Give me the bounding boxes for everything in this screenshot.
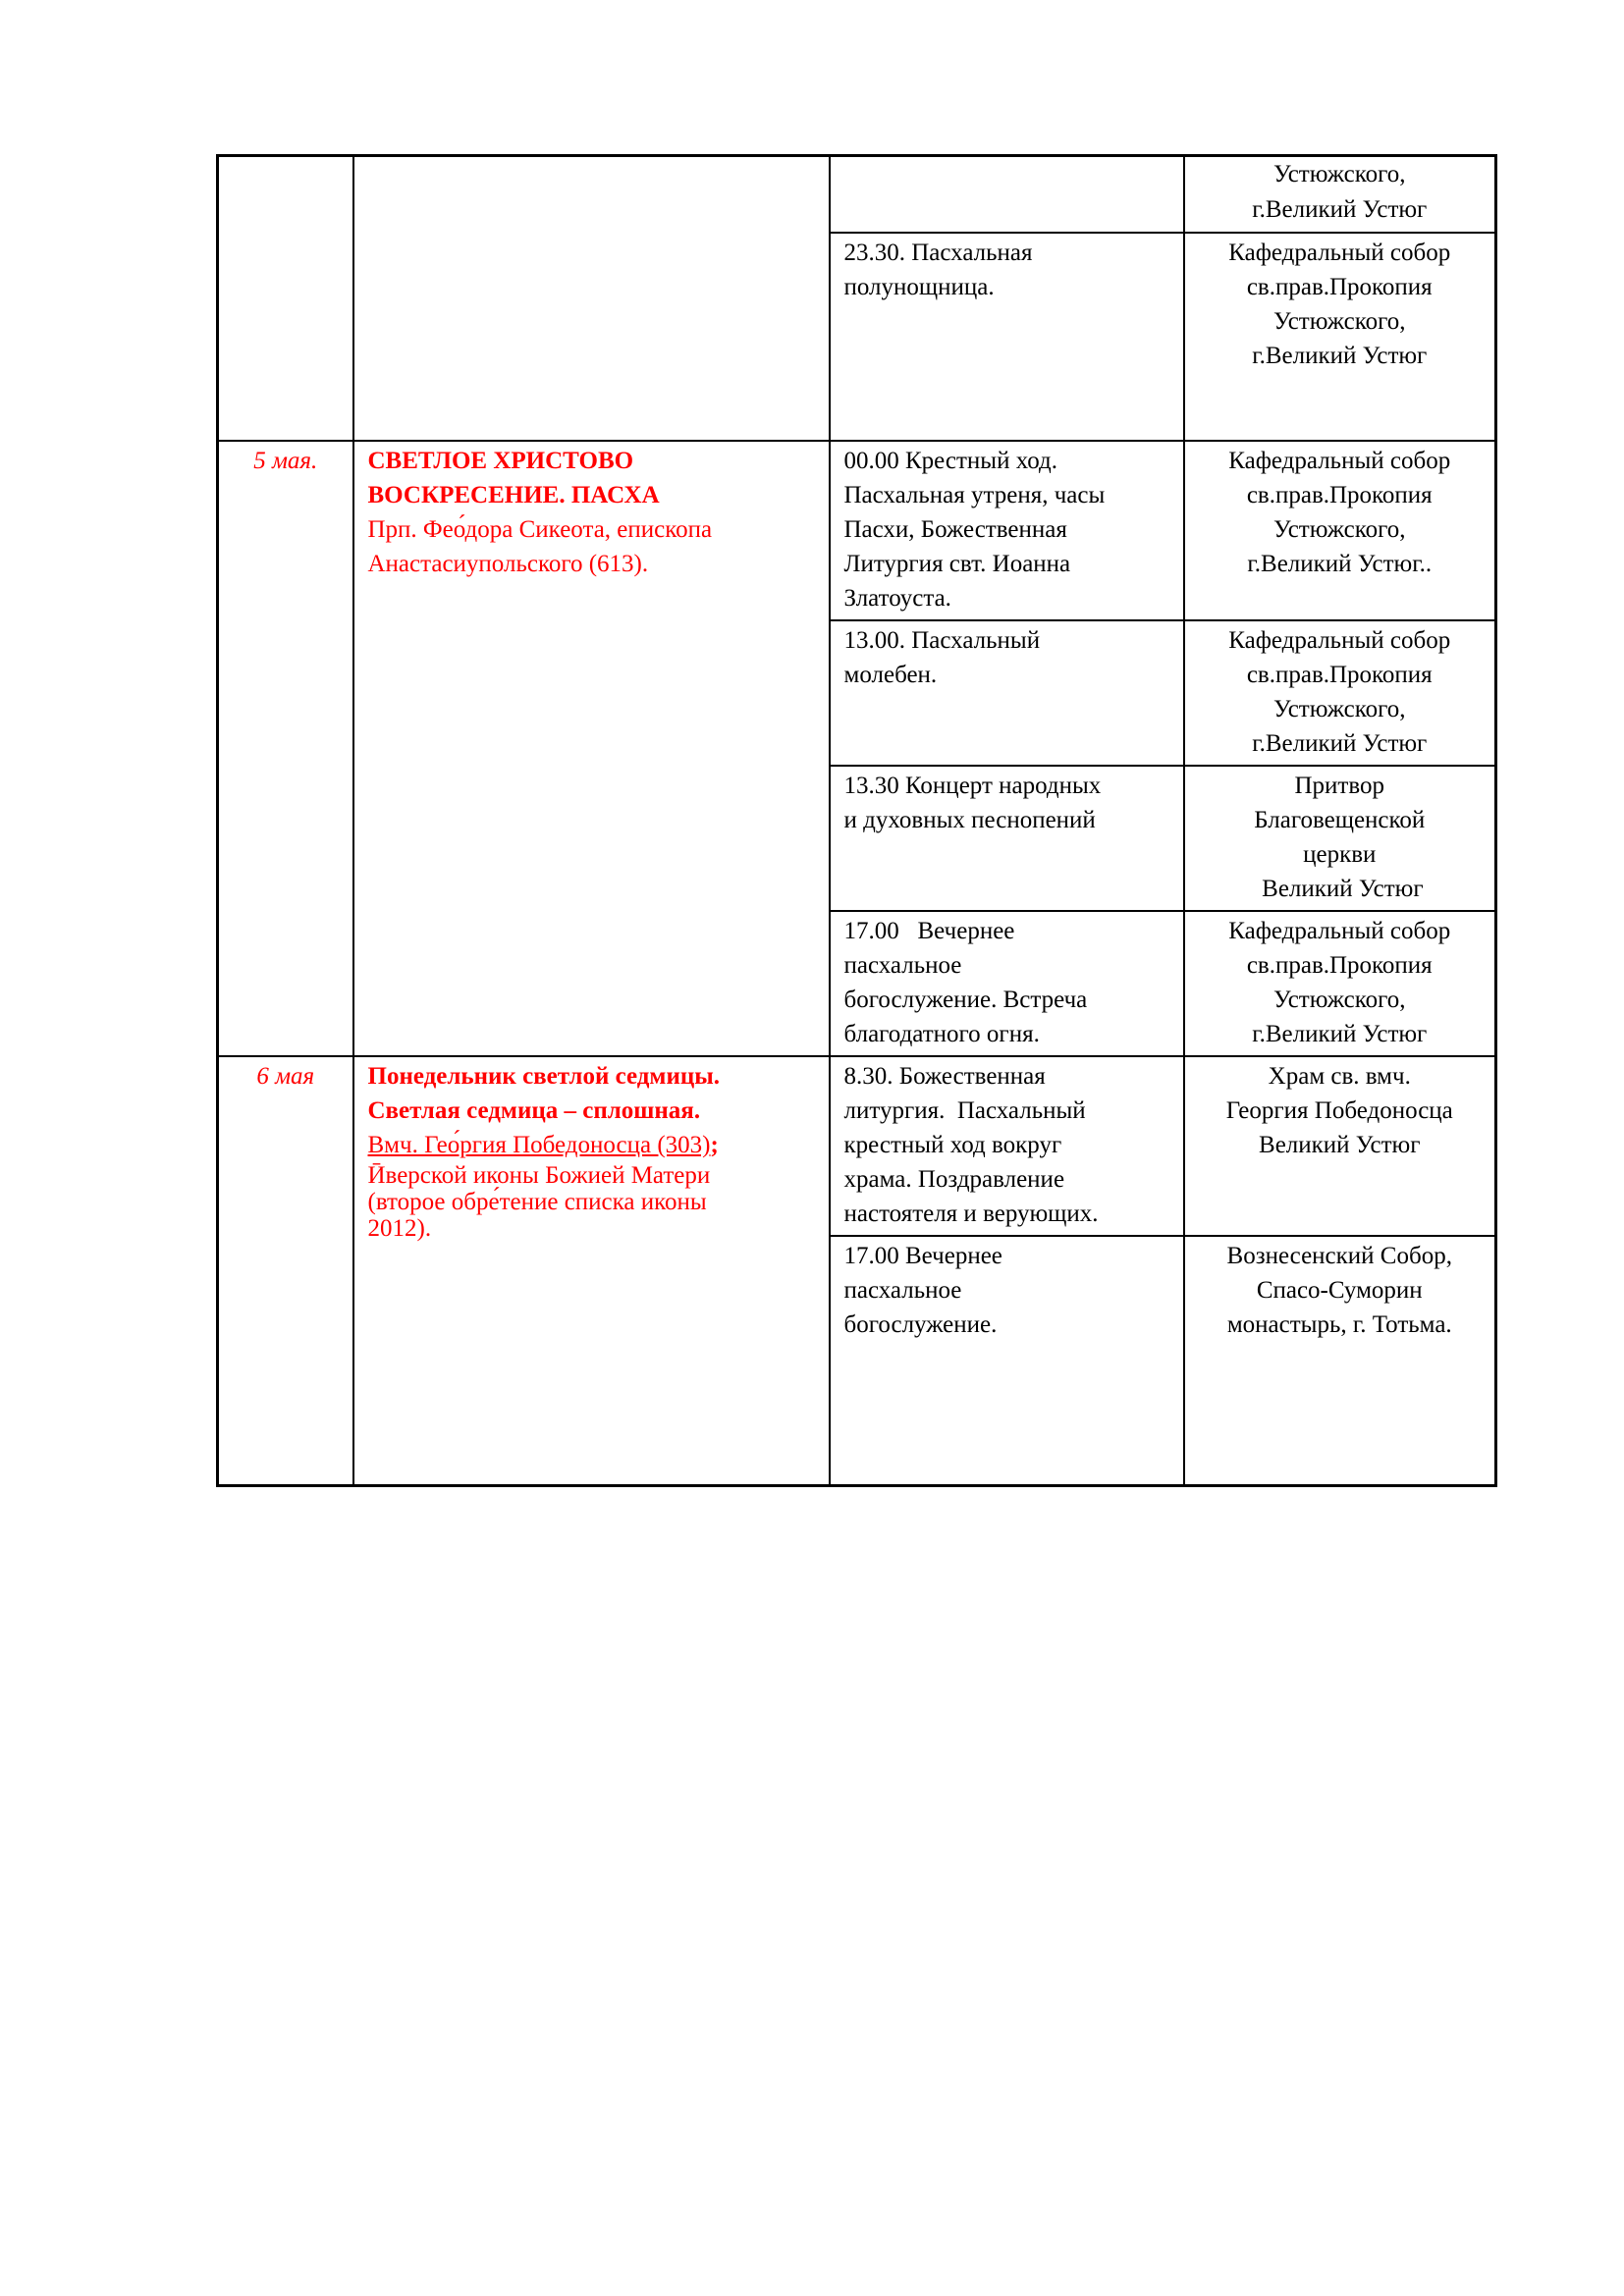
place-cell (1184, 766, 1496, 911)
service-cell (830, 441, 1184, 620)
place-line: Спасо-Суморин (1256, 1277, 1423, 1304)
place-line: г.Великий Устюг (1252, 1021, 1428, 1047)
feast-cell (353, 441, 830, 1056)
service-cell (830, 1056, 1184, 1236)
service-line: богослужение. Встреча (843, 987, 1088, 1013)
saint-line (368, 1128, 815, 1162)
place-line: Устюжского, (1273, 308, 1406, 335)
saint-line: Анастасиупольского (613). (367, 551, 649, 577)
place-line: г.Великий Устюг (1252, 730, 1428, 757)
service-line: 23.30. Пасхальная (843, 240, 1033, 266)
place-line: Георгия Победоносца (1225, 1097, 1453, 1124)
service-line: пасхальное (843, 952, 962, 979)
feast-title-line: СВЕТЛОЕ ХРИСТОВО (367, 448, 634, 474)
place-cell (1184, 1236, 1496, 1485)
place-line: Кафедральный собор (1228, 627, 1451, 654)
service-line: 8.30. Божественная (843, 1063, 1046, 1090)
service-line: Литургия свт. Иоанна (843, 551, 1071, 577)
date-label: 6 мая (256, 1063, 315, 1090)
service-line: Златоуста. (843, 585, 951, 612)
table-row (218, 441, 1496, 620)
service-line: Пасхальная утреня, часы (843, 482, 1106, 508)
saint-separator: ; (710, 1132, 719, 1158)
schedule-table (216, 154, 1497, 1487)
service-line: молебен. (843, 662, 938, 688)
place-line: г.Великий Устюг (1252, 196, 1428, 223)
service-line: и духовных песнопений (843, 807, 1096, 833)
service-line: Пасхи, Божественная (843, 516, 1067, 543)
service-line: полунощница. (843, 274, 995, 300)
place-line: Притвор (1294, 773, 1384, 799)
place-line: св.прав.Прокопия (1246, 274, 1433, 300)
place-line: г.Великий Устюг.. (1247, 551, 1433, 577)
place-line: Устюжского, (1273, 987, 1406, 1013)
place-line: Храм св. вмч. (1268, 1063, 1411, 1090)
service-cell (830, 766, 1184, 911)
place-line: Устюжского, (1273, 696, 1406, 722)
place-cell (1184, 911, 1496, 1056)
service-cell (830, 620, 1184, 766)
place-line: Великий Устюг (1259, 1132, 1421, 1158)
table-row (218, 1056, 1496, 1236)
date-label: 5 мая. (253, 448, 318, 474)
place-line: г.Великий Устюг (1252, 343, 1428, 369)
date-cell (218, 441, 353, 1056)
place-line: св.прав.Прокопия (1246, 662, 1433, 688)
service-line: храма. Поздравление (843, 1166, 1065, 1193)
service-line: богослужение. (843, 1311, 998, 1338)
place-line: Кафедральный собор (1228, 240, 1451, 266)
service-line: литургия. Пасхальный (843, 1097, 1086, 1124)
place-line: св.прав.Прокопия (1246, 952, 1433, 979)
saint-line: 2012). (367, 1215, 432, 1242)
place-cell (1184, 1056, 1496, 1236)
service-line: 17.00 Вечернее (843, 1243, 1002, 1269)
place-cell (1184, 156, 1496, 234)
feast-title-line: Понедельник светлой седмицы. (367, 1063, 721, 1090)
feast-cell (353, 1056, 830, 1485)
place-line: Великий Устюг (1255, 876, 1424, 902)
saint-line: (второе обре́тение списка иконы (367, 1189, 707, 1215)
place-cell (1184, 441, 1496, 620)
service-line: 00.00 Крестный ход. (843, 448, 1058, 474)
place-cell (1184, 620, 1496, 766)
saint-line: Прп. Фео́дора Сикеота, епископа (367, 516, 713, 543)
service-cell (830, 233, 1184, 441)
service-line: настоятеля и верующих. (843, 1201, 1099, 1227)
service-line: 17.00 Вечернее (843, 918, 1015, 944)
feast-cell (353, 156, 830, 442)
service-line: крестный ход вокруг (843, 1132, 1062, 1158)
place-line: св.прав.Прокопия (1246, 482, 1433, 508)
service-line: 13.30 Концерт народных (843, 773, 1102, 799)
place-line: Кафедральный собор (1228, 448, 1451, 474)
place-line: Благовещенской (1254, 807, 1426, 833)
place-line: Вознесенский Собор, (1226, 1243, 1452, 1269)
feast-title-line: Светлая седмица – сплошная. (367, 1097, 701, 1124)
table-row (218, 156, 1496, 234)
date-cell (218, 156, 353, 442)
place-line: Устюжского, (1273, 161, 1406, 187)
place-cell (1184, 233, 1496, 441)
place-line: Кафедральный собор (1228, 918, 1451, 944)
place-line: Устюжского, (1273, 516, 1406, 543)
feast-title-line: ВОСКРЕСЕНИЕ. ПАСХА (367, 482, 660, 508)
service-cell (830, 156, 1184, 234)
service-line: пасхальное (843, 1277, 962, 1304)
service-line: 13.00. Пасхальный (843, 627, 1041, 654)
place-line: церкви (1303, 841, 1377, 868)
saint-line: Ӣверской иконы Божией Матери (367, 1162, 711, 1189)
service-line: благодатного огня. (843, 1021, 1040, 1047)
service-cell (830, 1236, 1184, 1485)
place-line: монастырь, г. Тотьма. (1226, 1311, 1452, 1338)
saint-link[interactable]: Вмч. Гео́ргия Победоносца (303) (367, 1132, 711, 1158)
date-cell (218, 1056, 353, 1485)
service-cell (830, 911, 1184, 1056)
